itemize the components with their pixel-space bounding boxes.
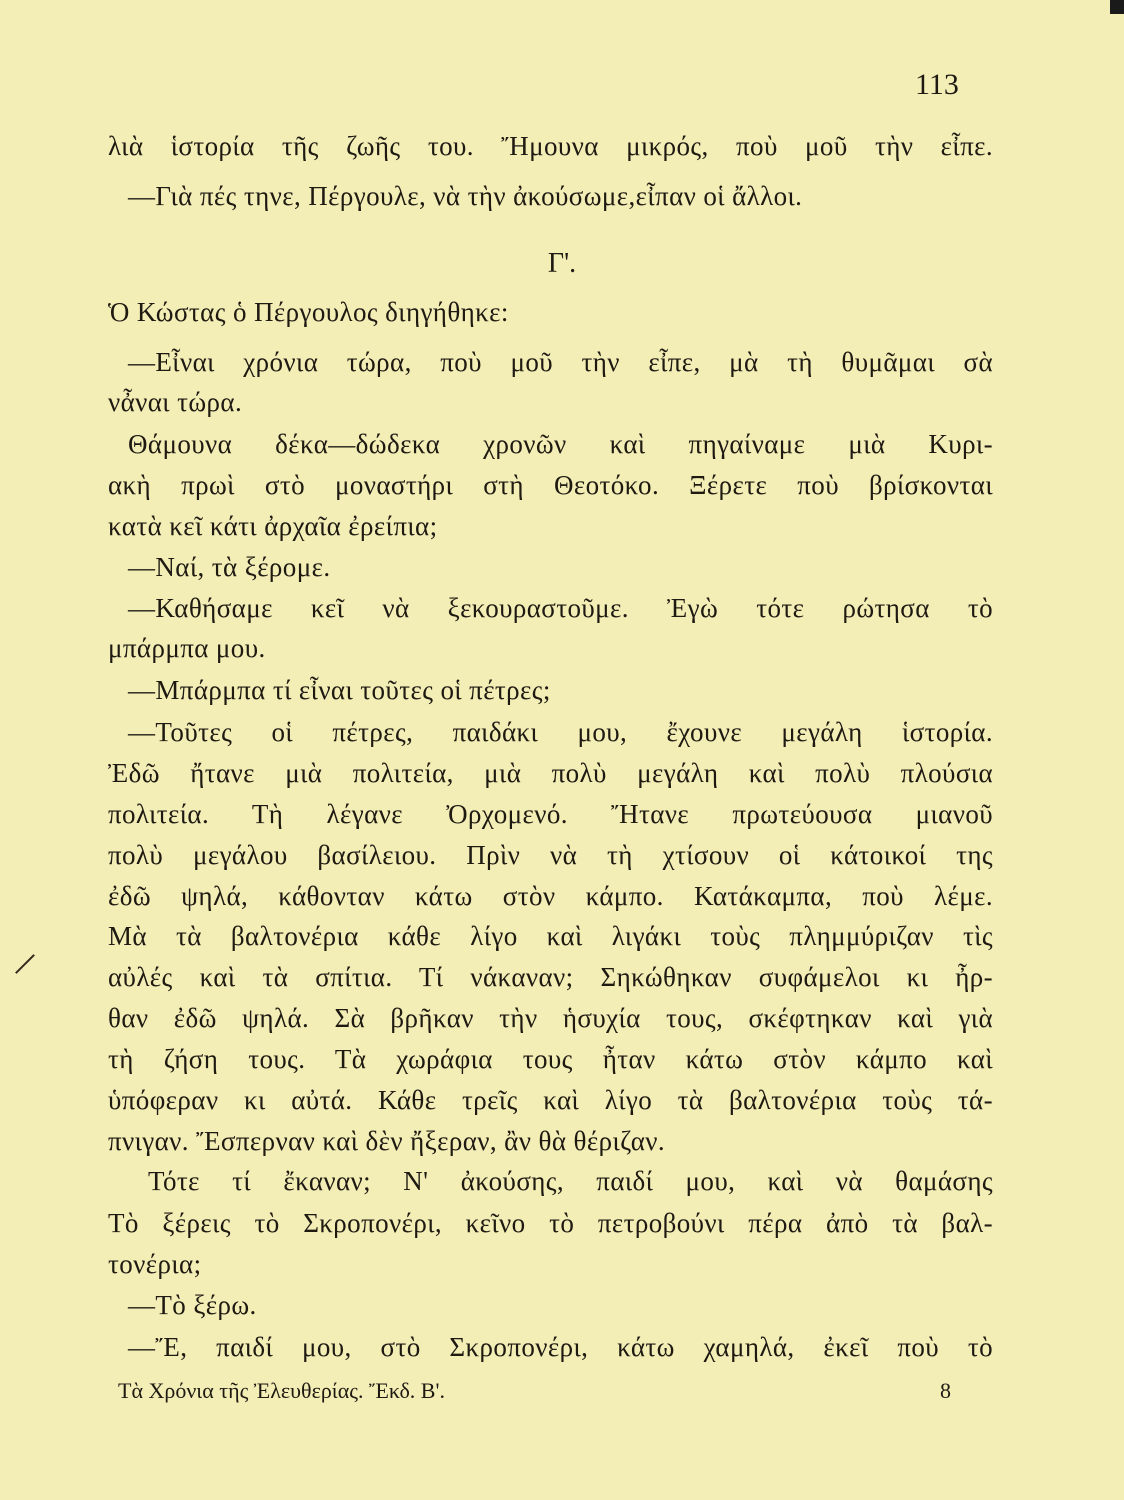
text-line: —Τὸ ξέρω. (128, 1290, 257, 1320)
text-line: τὴ ζήση τους. Τὰ χωράφια τους ἦταν κάτω στὸν κάμπο καὶ (108, 1044, 993, 1074)
text-line: πολιτεία. Τὴ λέγανε Ὀρχομενό. Ἤτανε πρωτεύουσα μιανοῦ (108, 799, 993, 829)
text-line: τονέρια; (108, 1249, 202, 1279)
text-line: ακὴ πρωὶ στὸ μοναστήρι στὴ Θεοτόκο. Ξέρετε ποὺ βρίσκονται (108, 470, 993, 500)
footer-book-title: Τὰ Χρόνια τῆς Ἐλευθερίας. Ἔκδ. Β'. (118, 1378, 445, 1403)
text-line: ἐδῶ ψηλά, κάθονταν κάτω στὸν κάμπο. Κατάκαμπα, ποὺ λέμε. (108, 881, 993, 911)
text-line: —Μπάρμπα τί εἶναι τοῦτες οἱ πέτρες; (128, 675, 551, 705)
text-line: —Γιὰ πές τηνε, Πέργουλε, νὰ τὴν ἀκούσωμε,εἶπαν οἱ ἄλλοι. (128, 181, 803, 211)
text-line: λιὰ ἱστορία τῆς ζωῆς του. Ἤμουνα μικρός, ποὺ μοῦ τὴν εἶπε. (108, 131, 993, 161)
text-line: —Καθήσαμε κεῖ νὰ ξεκουραστοῦμε. Ἐγὼ τότε ρώτησα τὸ (128, 593, 993, 623)
text-line: Ἐδῶ ἤτανε μιὰ πολιτεία, μιὰ πολὺ μεγάλη καὶ πολὺ πλούσια (108, 758, 993, 788)
text-line: Ὁ Κώστας ὁ Πέργουλος διηγήθηκε: (108, 297, 509, 327)
text-line: αὐλές καὶ τὰ σπίτια. Τί νάκαναν; Σηκώθηκαν συφάμελοι κι ἦρ- (108, 962, 993, 992)
footer-signature-mark: 8 (940, 1378, 951, 1403)
text-line: —Ναί, τὰ ξέρομε. (128, 552, 331, 582)
text-line: ὑπόφεραν κι αὐτά. Κάθε τρεῖς καὶ λίγο τὰ βαλτονέρια τοὺς τά- (108, 1085, 993, 1115)
text-line: Θάμουνα δέκα—δώδεκα χρονῶν καὶ πηγαίναμε μιὰ Κυρι- (128, 429, 993, 459)
margin-pencil-mark (15, 954, 35, 974)
text-line: Τὸ ξέρεις τὸ Σκροπονέρι, κεῖνο τὸ πετροβούνι πέρα ἀπὸ τὰ βαλ- (108, 1208, 993, 1238)
text-line: —Ἔ, παιδί μου, στὸ Σκροπονέρι, κάτω χαμηλά, ἐκεῖ ποὺ τὸ (128, 1332, 993, 1362)
text-line: κατὰ κεῖ κάτι ἀρχαῖα ἐρείπια; (108, 511, 438, 541)
scan-corner-mark (1110, 0, 1124, 14)
text-line: —Εἶναι χρόνια τώρα, ποὺ μοῦ τὴν εἶπε, μὰ τὴ θυμᾶμαι σὰ (128, 347, 993, 377)
text-line: πνιγαν. Ἔσπερναν καὶ δὲν ἤξεραν, ἂν θὰ θέριζαν. (108, 1126, 666, 1156)
text-line: —Τοῦτες οἱ πέτρες, παιδάκι μου, ἔχουνε μεγάλη ἱστορία. (128, 717, 993, 747)
text-line: μπάρμπα μου. (108, 633, 266, 663)
section-heading: Γ'. (547, 248, 577, 279)
text-line: θαν ἐδῶ ψηλά. Σὰ βρῆκαν τὴν ἡσυχία τους, σκέφτηκαν καὶ γιὰ (108, 1003, 993, 1033)
page-number: 113 (915, 68, 959, 101)
text-line: νἆναι τώρα. (108, 387, 243, 417)
text-line: πολὺ μεγάλου βασίλειου. Πρὶν νὰ τὴ χτίσουν οἱ κάτοικοί της (108, 840, 993, 870)
text-line: Μὰ τὰ βαλτονέρια κάθε λίγο καὶ λιγάκι τοὺς πλημμύριζαν τὶς (108, 921, 993, 951)
text-line: Τότε τί ἔκαναν; Ν' ἀκούσης, παιδί μου, καὶ νὰ θαμάσης (148, 1166, 993, 1196)
